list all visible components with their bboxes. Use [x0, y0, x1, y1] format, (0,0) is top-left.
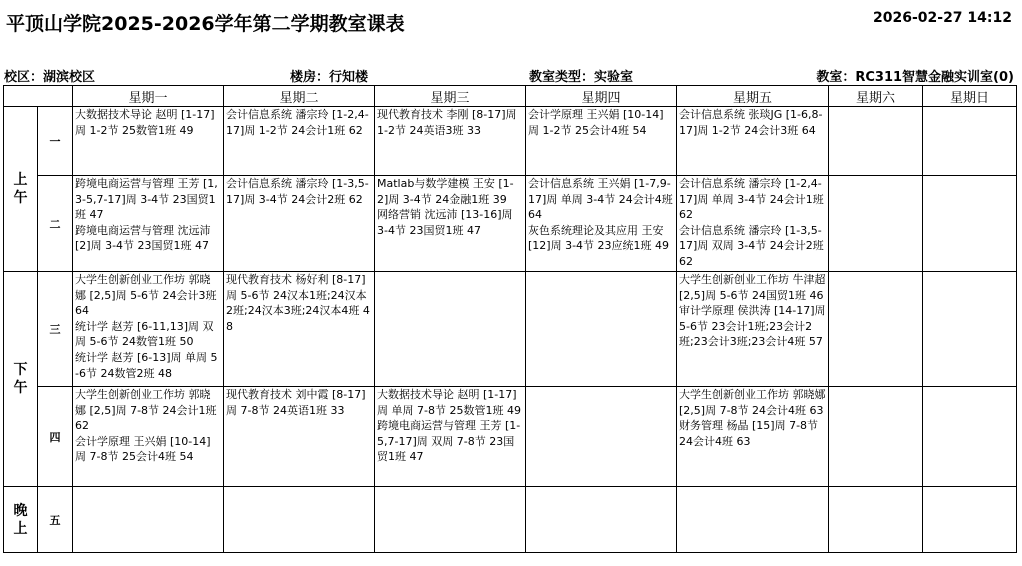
course-entry: 灰色系统理论及其应用 王安 [12]周 3-4节 23应统1班 49: [528, 223, 670, 253]
course-entry: 网络营销 沈远沛 [13-16]周 3-4节 23国贸1班 47: [377, 208, 513, 237]
schedule-cell: [829, 272, 923, 387]
schedule-cell: [923, 107, 1017, 176]
course-entry: 现代教育技术 刘中霞 [8-17]周 7-8节 24英语1班 33: [226, 388, 366, 417]
course-entry: 大学生创新创业工作坊 郭晓娜 [2,5]周 5-6节 24会计3班 64: [75, 273, 217, 318]
course-entry: 大学生创新创业工作坊 郭晓娜 [2,5]周 7-8节 24会计1班 62: [75, 388, 217, 433]
day-header: 星期五: [677, 86, 829, 107]
course-entry: 会计信息系统 王兴娟 [1-7,9-17]周 单周 3-4节 24会计4班 64: [528, 177, 673, 222]
period-label: 五: [38, 487, 73, 553]
course-entry: 大学生创新创业工作坊 牛津超 [2,5]周 5-6节 24国贸1班 46: [679, 273, 826, 302]
schedule-cell: [224, 272, 375, 387]
corner-cell: [4, 86, 73, 107]
schedule-cell: [923, 176, 1017, 272]
segment-label: 上午: [13, 172, 28, 206]
course-entry: 会计学原理 王兴娟 [10-14]周 1-2节 25会计4班 54: [528, 108, 664, 137]
schedule-cell: [829, 107, 923, 176]
segment-label: 晚上: [13, 502, 28, 537]
schedule-cell: [677, 107, 829, 176]
period-row: [4, 176, 1017, 272]
course-entry: 现代教育技术 杨好利 [8-17]周 5-6节 24汉本1班;24汉本2班;24汉本3班;24汉本4班 48: [226, 273, 370, 333]
schedule-cell: [923, 272, 1017, 387]
schedule-cell: [73, 107, 224, 176]
schedule-cell: [73, 272, 224, 387]
day-header: 星期三: [375, 86, 526, 107]
day-header: 星期六: [829, 86, 923, 107]
course-entry: 统计学 赵芳 [6-13]周 单周 5-6节 24数管2班 48: [75, 350, 218, 380]
room-type-label: 教室类型：实验室: [529, 70, 634, 85]
course-entry: 审计学原理 侯洪涛 [14-17]周 5-6节 23会计1班;23会计2班;23会计3班;23会计4班 57: [679, 304, 826, 349]
course-entry: 大数据技术导论 赵明 [1-17]周 单周 7-8节 25数管1班 49: [377, 388, 521, 417]
schedule-cell: [224, 176, 375, 272]
schedule-cell: [224, 487, 375, 553]
print-timestamp: 2026-02-27 14:12: [873, 10, 1012, 26]
period-label: 四: [38, 387, 73, 487]
schedule-cell: [375, 487, 526, 553]
schedule-cell: [829, 387, 923, 487]
timetable: [3, 85, 1017, 553]
schedule-cell: [73, 487, 224, 553]
segment-evening: [4, 487, 38, 553]
schedule-cell: [375, 176, 526, 272]
schedule-cell: [829, 176, 923, 272]
schedule-cell: [677, 176, 829, 272]
schedule-cell: [677, 387, 829, 487]
period-row: [4, 387, 1017, 487]
period-row: [4, 107, 1017, 176]
course-entry: 跨境电商运营与管理 沈远沛 [2]周 3-4节 23国贸1班 47: [75, 223, 211, 253]
schedule-cell: [677, 272, 829, 387]
schedule-cell: [224, 387, 375, 487]
segment-label: 下午: [13, 362, 28, 396]
schedule-cell: [375, 272, 526, 387]
segment-morning: [4, 107, 38, 272]
course-entry: 会计信息系统 潘宗玲 [1-2,4-17]周 单周 3-4节 24会计1班 62: [679, 177, 824, 222]
schedule-cell: [923, 387, 1017, 487]
schedule-cell: [829, 487, 923, 553]
schedule-cell: [677, 487, 829, 553]
schedule-cell: [526, 487, 677, 553]
schedule-cell: [73, 387, 224, 487]
room-label: 教室：RC311智慧金融实训室(0): [816, 70, 1014, 85]
course-entry: 统计学 赵芳 [6-11,13]周 双周 5-6节 24数管1班 50: [75, 319, 214, 349]
schedule-cell: [923, 487, 1017, 553]
course-entry: 跨境电商运营与管理 王芳 [1,3-5,7-17]周 3-4节 23国贸1班 47: [75, 177, 218, 222]
day-header: 星期日: [923, 86, 1017, 107]
course-entry: 会计信息系统 潘宗玲 [1-2,4-17]周 1-2节 24会计1班 62: [226, 108, 369, 137]
course-entry: 会计信息系统 张琰JG [1-6,8-17]周 1-2节 24会计3班 64: [679, 108, 823, 137]
course-entry: 财务管理 杨晶 [15]周 7-8节 24会计4班 63: [679, 419, 819, 448]
course-entry: 现代教育技术 李刚 [8-17]周 1-2节 24英语3班 33: [377, 108, 517, 137]
schedule-cell: [224, 107, 375, 176]
period-row: [4, 272, 1017, 387]
schedule-cell: [526, 272, 677, 387]
course-entry: 大数据技术导论 赵明 [1-17]周 1-2节 25数管1班 49: [75, 108, 215, 137]
course-entry: Matlab与数学建模 王安 [1-2]周 3-4节 24金融1班 39: [377, 177, 514, 206]
period-label: 一: [38, 107, 73, 176]
schedule-cell: [526, 176, 677, 272]
day-header: 星期二: [224, 86, 375, 107]
course-entry: 会计学原理 王兴娟 [10-14]周 7-8节 25会计4班 54: [75, 434, 211, 464]
course-entry: 会计信息系统 潘宗玲 [1-3,5-17]周 双周 3-4节 24会计2班 62: [679, 223, 824, 268]
course-entry: 大学生创新创业工作坊 郭晓娜 [2,5]周 7-8节 24会计4班 63: [679, 388, 826, 417]
schedule-cell: [526, 107, 677, 176]
building-label: 楼房：行知楼: [290, 70, 369, 85]
period-label: 三: [38, 272, 73, 387]
schedule-cell: [375, 107, 526, 176]
period-label: 二: [38, 176, 73, 272]
segment-afternoon: [4, 272, 38, 487]
day-header: 星期一: [73, 86, 224, 107]
schedule-cell: [526, 387, 677, 487]
schedule-cell: [375, 387, 526, 487]
schedule-cell: [73, 176, 224, 272]
campus-label: 校区：湖滨校区: [4, 70, 96, 85]
course-entry: 会计信息系统 潘宗玲 [1-3,5-17]周 3-4节 24会计2班 62: [226, 177, 369, 206]
day-header: 星期四: [526, 86, 677, 107]
page-title: 平顶山学院2025-2026学年第二学期教室课表: [6, 13, 405, 35]
header-row: [4, 86, 1017, 107]
period-row: [4, 487, 1017, 553]
course-entry: 跨境电商运营与管理 王芳 [1-5,7-17]周 双周 7-8节 23国贸1班 47: [377, 419, 521, 464]
